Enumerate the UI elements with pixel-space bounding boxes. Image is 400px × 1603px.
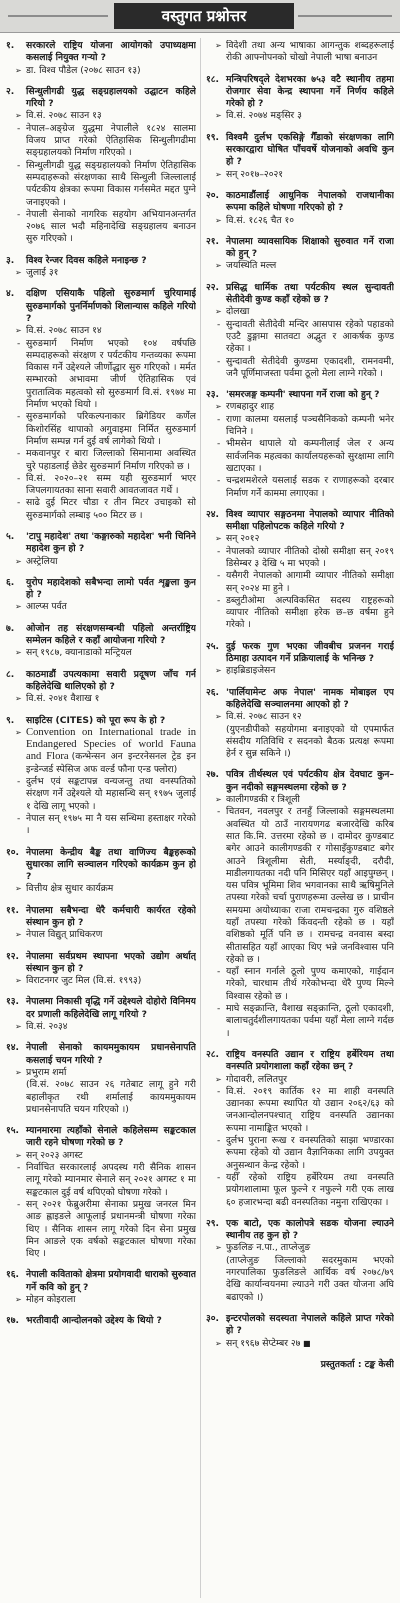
answer-text: मोहन कोइराला	[26, 1294, 76, 1306]
question	[206, 74, 394, 111]
question	[206, 1049, 394, 1074]
answer	[206, 260, 394, 272]
question-text: काठमाडौंलाई आधुनिक नेपालको राजधानीका रूपमा कहिले घोषणा गरिएको हो ?	[226, 189, 394, 214]
qa-item	[6, 255, 196, 280]
question	[6, 1042, 196, 1067]
answer	[206, 40, 394, 65]
question-number: २५.	[206, 640, 220, 652]
question-number: २९.	[206, 1217, 220, 1229]
question-text: दुई फरक गुण भएका जीवबीच प्रजनन गराई ठिमाहा उत्पादन गर्ने प्रक्रियालाई के भनिन्छ ?	[226, 640, 394, 665]
question-number: १४.	[6, 1042, 20, 1054]
qa-item	[206, 769, 394, 1040]
question	[6, 1315, 196, 1327]
qa-item	[206, 132, 394, 181]
note-item: - माघे सङ्क्रान्ति, वैशाख सङ्क्रान्ति, ठूलो एकादशी, बालाचतुर्दशीलगायतका पर्वमा यहाँ मेला लाग्ने गर्दछ ।	[206, 1003, 394, 1040]
question-text: नेपालमा सर्वप्रथम स्थापना भएको उद्योग अर्थात् संस्थान कुन हो ?	[26, 950, 196, 974]
answer-extra: (कन्भेन्सन अन इन्टरनेसनल ट्रेड इन इन्डेन्जर्ड स्पेसिज अफ वर्ल्ड फौना एन्ड फ्लोरा)	[26, 751, 196, 775]
answer	[6, 929, 196, 941]
qa-item	[206, 641, 394, 678]
note-item: - नेपाली सेनाको नागरिक सहयोग अभियानअन्तर्गत २०७६ साल भदौ महिनादेखि सङ्ग्रहालय बनाउन सुरु गरिएको ।	[6, 209, 196, 246]
answer	[6, 693, 196, 705]
answer	[6, 883, 196, 895]
question-number: १०.	[6, 846, 20, 858]
note-item: - यहीँ रहेको राष्ट्रिय हर्बेरियम तथा वनस्पति प्रयोगशालामा फूल फुल्ने र नफुल्ने गरी एक लाख ६० हजारभन्दा बढी वनस्पतिका नमुना राखिएका ।	[206, 1172, 394, 1209]
note-item: - राणा कालमा यसलाई पञ्चसैनिकको कम्पनी भनेर चिनिने ।	[206, 414, 394, 439]
answer-text: आल्प्स पर्वत	[26, 601, 67, 613]
section-header	[0, 0, 400, 33]
presenter-credit: प्रस्तुतकर्ता : टङ्क केसी	[320, 1358, 394, 1370]
answer	[206, 401, 394, 413]
answer-text: गोदावरी, ललितपुर	[226, 1073, 287, 1085]
column-left	[6, 40, 196, 1598]
qa-item	[6, 40, 196, 77]
question-text: युरोप महादेशको सबैभन्दा लामो पर्वत शृङ्खला कुन हो ?	[26, 576, 196, 601]
question-number: ३.	[6, 254, 15, 266]
question	[6, 255, 196, 267]
answer-text: जुलाई ३१	[26, 267, 59, 279]
question-number: २०.	[206, 189, 220, 201]
question-text: नेपालमा सबैभन्दा धेरै कर्मचारी कार्यरत रहेको संस्थान कुन हो ?	[26, 904, 196, 928]
qa-item	[206, 282, 394, 380]
question-text: नेपालमा व्यावसायिक शिक्षाको सुरुवात गर्ने राजा को हुन् ?	[226, 235, 394, 260]
note-item: - मकवानपुर र बारा जिल्लाको सिमानामा अवस्थित चुरे पहाडलाई छेडेर सुरुङमार्ग निर्माण गरिएको छ ।	[6, 448, 196, 473]
qa-item	[206, 1218, 394, 1304]
question-text: भरतीवादी आन्दोलनको उद्देश्य के थियो ?	[26, 1315, 162, 1327]
answer-text: फुङलिङ न.पा., ताप्लेजुङ	[226, 1242, 311, 1254]
question-number: ४.	[6, 288, 15, 300]
question-number: १९.	[206, 131, 220, 143]
question-number: १८.	[206, 73, 220, 85]
qa-item	[206, 1313, 394, 1350]
answer	[206, 533, 394, 545]
qa-item	[6, 1125, 196, 1260]
question-number: १६.	[6, 1269, 20, 1281]
answer-text: सन् २०२३ अगस्ट	[26, 1149, 83, 1161]
qa-item	[6, 951, 196, 988]
question	[6, 669, 196, 694]
header-rule-left	[8, 15, 108, 17]
qa-item	[6, 847, 196, 896]
note-item: - सुन्दावती सेतीदेवी मन्दिर आसपास रहेको पहाडको एउटै डुङ्गामा सातवटा अद्भुत र आकर्षक कुण्ड रहेका ।	[206, 319, 394, 356]
note-item: - चन्द्रशमशेरले यसलाई सडक र राणाहरूको दरबार निर्माण गर्ने काममा लगाएका ।	[206, 475, 394, 500]
question	[206, 236, 394, 261]
question-number: २८.	[206, 1048, 220, 1060]
question-text: विश्व रेन्जर दिवस कहिले मनाइन्छ ?	[26, 254, 147, 266]
qa-item	[206, 190, 394, 227]
question-text: काठमाडौं उपत्यकामा सवारी प्रदूषण जाँच गर्न कहिलेदेखि थालिएको हो ?	[26, 668, 196, 692]
question	[206, 132, 394, 169]
question-text: ओजोन तह संरक्षणसम्बन्धी पहिलो अन्तर्राष्ट्रिय सम्मेलन कहिले र कहाँ आयोजना गरियो ?	[26, 622, 196, 647]
note-item: - साढे दुई मिटर चौडा र तीन मिटर उचाइको सो सुरुङमार्गको लम्बाइ ५०० मिटर छ ।	[6, 497, 196, 522]
question-text: नेपालमा केन्द्रीय बैङ्क तथा वाणिज्य बैङ्कहरूको सुधारका लागि सञ्चालन गरिएको कार्यक्रम कुन हो ?	[26, 846, 196, 883]
answer	[206, 1074, 394, 1086]
question	[206, 687, 394, 712]
answer-text: जयस्थिति मल्ल	[226, 260, 277, 272]
question-text: एक बाटो, एक कालोपत्रे सडक योजना ल्याउने स्थानीय तह कुन हो ?	[226, 1217, 394, 1242]
question	[206, 190, 394, 215]
remark-text: (वि.सं. २०७८ साउन २६ गतेबाट लागू हुने गरी बहालीकृत रथी शर्मालाई कायममुकायम प्रधानसेनापति चयन गरिएको ।)	[26, 1079, 196, 1115]
question	[206, 769, 394, 794]
question	[206, 641, 394, 666]
answer-text: हाइब्रिडाइजेसन	[226, 665, 276, 677]
qa-item	[206, 389, 394, 500]
question-number: १.	[6, 40, 15, 51]
question-number: २१.	[206, 235, 220, 247]
answer	[206, 1338, 394, 1350]
answer	[6, 647, 196, 659]
note-item: - डब्लुटीओमा अल्पविकसित सदस्य राष्ट्रहरूको व्यापार नीतिको समीक्षा हरेक छ–छ वर्षमा हुने गरेको ।	[206, 595, 394, 632]
section-title: वस्तुगत प्रश्नोत्तर	[114, 3, 294, 29]
answer-text: सन् २०१७–२०२१	[226, 168, 284, 180]
question-number: १७.	[6, 1315, 20, 1327]
question-text: नेपाली कविताको क्षेत्रमा प्रयोगवादी धाराको सुरुवात गर्ने कवि को हुन् ?	[26, 1269, 196, 1293]
answer	[6, 975, 196, 987]
answer-text: दोलखा	[226, 306, 250, 318]
question-text: पवित्र तीर्थस्थल एवं पर्यटकीय क्षेत्र देवघाट कुन–कुन नदीको सङ्गमस्थलमा रहेको छ ?	[226, 769, 394, 793]
question-number: ८.	[6, 668, 15, 680]
question	[6, 996, 196, 1021]
answer-text: रणबहादुर शाह	[226, 401, 274, 413]
question-text: प्रसिद्ध धार्मिक तथा पर्यटकीय स्थल सुन्दावती सेतीदेवी कुण्ड कहाँ रहेको छ ?	[226, 281, 394, 306]
qa-item	[6, 1315, 196, 1327]
remark-text: (ताप्लेजुङ जिल्लाको सदरमुकाम भएको नगरपालिका फुङलिङले आर्थिक वर्ष २०७८/७९ देखि कार्यान्वयनमा ल्याउने गरी उक्त योजना अघि बढाएको ।)	[226, 1254, 394, 1303]
answer-text: वि.सं. २०७८ साउन १४	[26, 325, 102, 337]
qa-item	[6, 577, 196, 614]
answer-text: सन् १९८७, क्यानाडाको मन्ट्रियल	[26, 647, 132, 659]
question	[206, 389, 394, 401]
question	[6, 847, 196, 884]
qa-item	[6, 996, 196, 1033]
answer	[6, 325, 196, 337]
question-number: ९.	[6, 714, 15, 726]
answer-text: Convention on International trade in Endangered Species of world Fauna and Flora	[26, 726, 196, 763]
note-item: - निर्वाचित सरकारलाई अपदस्थ गरी सैनिक शासन लागू गरेको म्यानमार सेनाले सन् २०२१ अगस्ट १ मा सङ्कटकाल दुई वर्ष थपिएको घोषणा गरेको ।	[6, 1162, 196, 1199]
question	[6, 86, 196, 111]
qa-item	[206, 1049, 394, 1209]
question-number: ११.	[6, 904, 20, 916]
answer-text: अस्ट्रेलिया	[26, 555, 58, 567]
question-number: १३.	[6, 996, 20, 1008]
question	[6, 1125, 196, 1150]
question-text: नेपाली सेनाको कायममुकायम प्रधानसेनापति कसलाई चयन गरियो ?	[26, 1042, 196, 1066]
answer-text: वि.सं. २०४१ वैशाख १	[26, 693, 100, 705]
note-item: - वि.सं. २०१९ कार्तिक १२ मा शाही वनस्पति उद्यानका रूपमा स्थापित यो उद्यान २०६२/६३ को जनआन्दोलनपश्चात् राष्ट्रिय वनस्पति उद्यानका रूपमा नामाङ्कित भएको ।	[206, 1086, 394, 1135]
answer-text: डा. विश्व पौडेल (२०७८ साउन १३)	[26, 64, 141, 76]
qa-item	[6, 86, 196, 246]
header-rule-right	[298, 15, 392, 17]
question	[6, 1269, 196, 1294]
question-text: 'टापु महादेश' तथा 'कङ्गारुको महादेश' भनी चिनिने महादेश कुन हो ?	[26, 530, 196, 555]
question-text: नेपालमा निकासी वृद्धि गर्ने उद्देश्यले दोहोरो विनिमय दर प्रणाली कहिलेदेखि लागू गरियो ?	[26, 996, 196, 1020]
qa-item	[206, 236, 394, 273]
note-item: - यसैगरी नेपालको आगामी व्यापार नीतिको समीक्षा सन् २०२४ मा हुने ।	[206, 570, 394, 595]
answer	[206, 306, 394, 318]
question-number: २२.	[206, 281, 220, 293]
question-number: २७.	[206, 769, 220, 781]
question-number: २३.	[206, 389, 220, 401]
qa-item	[6, 715, 196, 838]
answer	[6, 727, 196, 776]
question-number: १२.	[6, 950, 20, 962]
question-text: विश्वमै दुर्लभ एकसिङ्गे गैँडाको संरक्षणका लागि सरकारद्वारा घोषित पाँचवर्षे योजनाको अवधि कुन हो ?	[226, 131, 394, 168]
answer	[6, 1294, 196, 1306]
question-number: २.	[6, 85, 15, 97]
note-item: - सन् २०२१ फेब्रुअरीमा सेनाका प्रमुख जनरल मिन आङ ह्लाइङले आफूलाई प्रधानमन्त्री घोषणा गरेका थिए । सैनिक शासन लागू गरेको दिन सेना प्रमुख मिन आङले एक वर्षको सङ्कटकाल घोषणा गरेका थिए ।	[6, 1199, 196, 1260]
question	[6, 40, 196, 65]
answer	[206, 1242, 394, 1254]
question	[6, 623, 196, 648]
qa-item	[6, 1042, 196, 1116]
question	[6, 577, 196, 602]
answer	[6, 267, 196, 279]
note-item: - भीमसेन थापाले यो कम्पनीलाई जेल र अन्य सार्वजनिक महत्वका कार्यालयहरूको सुरक्षामा लागि खटाएका ।	[206, 438, 394, 475]
answer	[6, 1021, 196, 1033]
note-item: - सिन्धुलीगढी युद्ध सङ्ग्रहालयको निर्माण ऐतिहासिक सम्पदाहरूको संरक्षणका साथै सिन्धुली जिल्लालाई पर्यटकीय क्षेत्रका रूपमा विकास गर्नसमेत मद्दत पुग्ने जनाइएको ।	[6, 160, 196, 209]
answer	[206, 169, 394, 181]
question	[6, 905, 196, 930]
question-text: सरकारले राष्ट्रिय योजना आयोगको उपाध्यक्षमा कसलाई नियुक्त गर्‍यो ?	[26, 40, 196, 64]
question	[206, 282, 394, 307]
question-text: म्यानमारमा त्यहाँको सेनाले कहिलेसम्म सङ्कटकाल जारी रहने घोषणा गरेको छ ?	[26, 1125, 196, 1149]
answer	[6, 556, 196, 568]
answer-text: विराटनगर जुट मिल (वि.सं. १९९३)	[26, 975, 142, 987]
question-text: साइटिस (CITES) को पूरा रूप के हो ?	[26, 714, 166, 726]
question-number: १५.	[6, 1125, 20, 1137]
answer	[6, 1067, 196, 1079]
question-text: 'समरजङ्ग कम्पनी' स्थापना गर्ने राजा को हुन् ?	[226, 389, 380, 401]
question	[6, 715, 196, 727]
note-item: - नेपाल–अङ्ग्रेज युद्धमा नेपालीले १८२४ सालमा विजय प्राप्त गरेको ऐतिहासिक सिन्धुलीगढीमा सङ्ग्रहालयको निर्माण गरिएको ।	[6, 123, 196, 160]
note-item: - सुन्दावती सेतीदेवी कुण्डमा एकादशी, रामनवमी, जनै पूर्णिमाजस्ता पर्वमा ठूलो मेला लाग्ने गरेको ।	[206, 356, 394, 381]
answer-text: विदेशी तथा अन्य भाषाका आगन्तुक शब्दहरूलाई रोकी आफ्नोपनको चोखो नेपाली भाषा बनाउन	[226, 40, 394, 64]
answer	[6, 65, 196, 77]
answer-text: वि.सं. २०७८ साउन १३	[26, 110, 102, 122]
answer	[6, 1150, 196, 1162]
answer	[206, 215, 394, 227]
answer	[206, 665, 394, 677]
qa-item	[206, 40, 394, 65]
question-text: दक्षिण एसियाकै पहिलो सुरुङमार्ग चुरियामाई सुरुङमार्गको पुनर्निर्माणको शिलान्यास कहिले गरियो ?	[26, 288, 196, 324]
remark-text: (युएनडीपीको सहयोगमा बनाइएको यो एपमार्फत संसदीय गतिविधि र सदनको बैठक प्रत्यक्ष रूपमा हेर्न र सुन्न सकिने ।)	[226, 723, 394, 760]
note-item: - वि.सं. २०२०–२१ सम्म यही सुरुङमार्ग भएर जिपलगायतका साना सवारी आवतजावत गर्थे ।	[6, 473, 196, 498]
answer-text: वि.सं. १८२६ चैत १०	[226, 214, 295, 226]
answer	[206, 711, 394, 723]
qa-item	[206, 74, 394, 123]
note-item: - यहाँ स्नान गर्नाले ठूलो पुण्य कमाएको, गाईदान गरेको, चारधाम तीर्थ गरेकोभन्दा धेरै पुण्य मिल्ने विश्वास रहेको छ ।	[206, 966, 394, 1003]
answer-text: कालीगण्डकी र त्रिशूली	[226, 794, 300, 806]
note-item: - नेपालको व्यापार नीतिको दोस्रो समीक्षा सन् २०१९ डिसेम्बर ३ देखि ५ मा भएको ।	[206, 546, 394, 571]
question-number: ७.	[6, 622, 15, 634]
question	[206, 1218, 394, 1243]
answer-text: प्रभुराम शर्मा	[26, 1066, 67, 1078]
note-item: - दुर्लभ एवं सङ्कटापन्न वन्यजन्तु तथा वनस्पतिको संरक्षण गर्ने उद्देश्यले यो महासन्धि सन् १९७५ जुलाई १ देखि लागू भएको ।	[6, 776, 196, 813]
note-item: - नेपाल सन् १९७५ मा नै यस सन्धिमा हस्ताक्षर गरेको ।	[6, 813, 196, 838]
answer-text: वि.सं. २०३४	[26, 1021, 68, 1033]
question-number: ३०.	[206, 1312, 220, 1324]
question	[6, 288, 196, 325]
note-item: - सुरुङमार्ग निर्माण भएको १०४ वर्षपछि सम्पदाहरूको संरक्षण र पर्यटकीय गन्तव्यका रूपमा विकास गर्ने उद्देश्यले जीर्णोद्धार सुरु गरिएको । मर्मत सम्भारको अभावमा जीर्ण ऐतिहासिक एवं पुरातात्विक महत्वको सो सुरुङमार्ग वि.सं. १९७४ मा निर्माण भएको थियो ।	[6, 338, 196, 412]
answer-text: सन् १९६७ सेप्टेम्बर २७	[226, 1337, 301, 1349]
qa-item	[6, 905, 196, 942]
answer-text: नेपाल विद्युत् प्राधिकरण	[26, 929, 103, 941]
question-number: २६.	[206, 686, 220, 698]
question	[6, 951, 196, 976]
question-number: ६.	[6, 576, 15, 588]
question-text: मन्त्रिपरिषद्ले देशभरका ७५३ वटै स्थानीय तहमा रोजगार सेवा केन्द्र स्थापना गर्ने निर्णय कहिले गरेको हो ?	[226, 73, 394, 110]
answer-text: वि.सं. २०७४ मङ्सिर ३	[226, 110, 302, 122]
question	[6, 531, 196, 556]
qa-item	[6, 623, 196, 660]
answer	[6, 110, 196, 122]
question-text: इन्टरपोलको सदस्यता नेपालले कहिले प्राप्त गरेको हो ?	[226, 1312, 394, 1337]
qa-item	[206, 687, 394, 761]
note-item: - चितवन, नवलपुर र तनहुँ जिल्लाको सङ्गमस्थलमा अवस्थित यो ठाउँ नारायणगढ बजारदेखि करिब सात कि.मि. उत्तरमा रहेको छ । दामोदर कुण्डबाट बगेर आउने कालीगण्डकी र गोसाइँकुण्डबाट बगेर आउने त्रिशूलीमा सेती, मर्स्याङ्दी, दरौदी, माडीलगायतका नदी पनि मिसिएर यहाँ आइपुग्छन् । यस पवित्र भूमिमा शिव भगवानका साथै ऋषिमुनिले तपस्या गरेको चर्चा पुराणहरूमा उल्लेख छ । प्राचीन समयमा अयोध्याका राजा रामचन्द्रका गुरु वशिष्ठले यहाँ तपस्या गरेको किंवदन्ती रहेको छ । यहाँ वशिष्ठको मूर्ति पनि छ । रामचन्द्र वनवास बस्दा सीतासहित यहाँ आएका थिए भन्ने जनविश्वास पनि रहेको छ ।	[206, 806, 394, 966]
answer	[206, 794, 394, 806]
qa-item	[6, 531, 196, 568]
answer-text: सन् २०१२	[226, 533, 260, 545]
question-text: विश्व व्यापार सङ्गठनमा नेपालको व्यापार नीतिको समीक्षा पहिलोपटक कहिले गरियो ?	[226, 508, 394, 533]
note-item: - सुरुङमार्गको परिकल्पनाकार ब्रिगेडियर कर्णेल किशोरसिंह थापाको अगुवाइमा निर्मित सुरुङमार्ग निर्माण सम्पन्न गर्न दुई वर्ष लागेको थियो ।	[6, 411, 196, 448]
answer	[206, 110, 394, 122]
qa-item	[6, 669, 196, 706]
note-item: - दुर्लभ पुराना रूख र वनस्पतिको साझा भण्डारका रूपमा रहेको यो उद्यान वैज्ञानिकका लागि उपयुक्त अनुसन्धान केन्द्र रहेको ।	[206, 1135, 394, 1172]
qa-item	[206, 509, 394, 632]
question-text: 'पार्लियामेन्ट अफ नेपाल' नामक मोबाइल एप कहिलेदेखि सञ्चालनमा आएको हो ?	[226, 686, 394, 710]
question-number: ५.	[6, 530, 15, 542]
answer-text: वि.सं. २०७८ साउन १२	[226, 711, 302, 723]
column-divider	[200, 38, 201, 1598]
answer-text: वित्तीय क्षेत्र सुधार कार्यक्रम	[26, 883, 114, 895]
question-text: राष्ट्रिय वनस्पति उद्यान र राष्ट्रिय हर्बेरियम तथा वनस्पति प्रयोगशाला कहाँ रहेका छन् ?	[226, 1048, 394, 1073]
question-number: २४.	[206, 508, 220, 520]
question	[206, 1313, 394, 1338]
question	[206, 509, 394, 534]
qa-item	[6, 1269, 196, 1306]
answer	[6, 601, 196, 613]
qa-item	[6, 288, 196, 522]
question-text: सिन्धुलीगढी युद्ध सङ्ग्रहालयको उद्घाटन कहिले गरियो ?	[26, 85, 196, 110]
column-right	[206, 40, 394, 1598]
